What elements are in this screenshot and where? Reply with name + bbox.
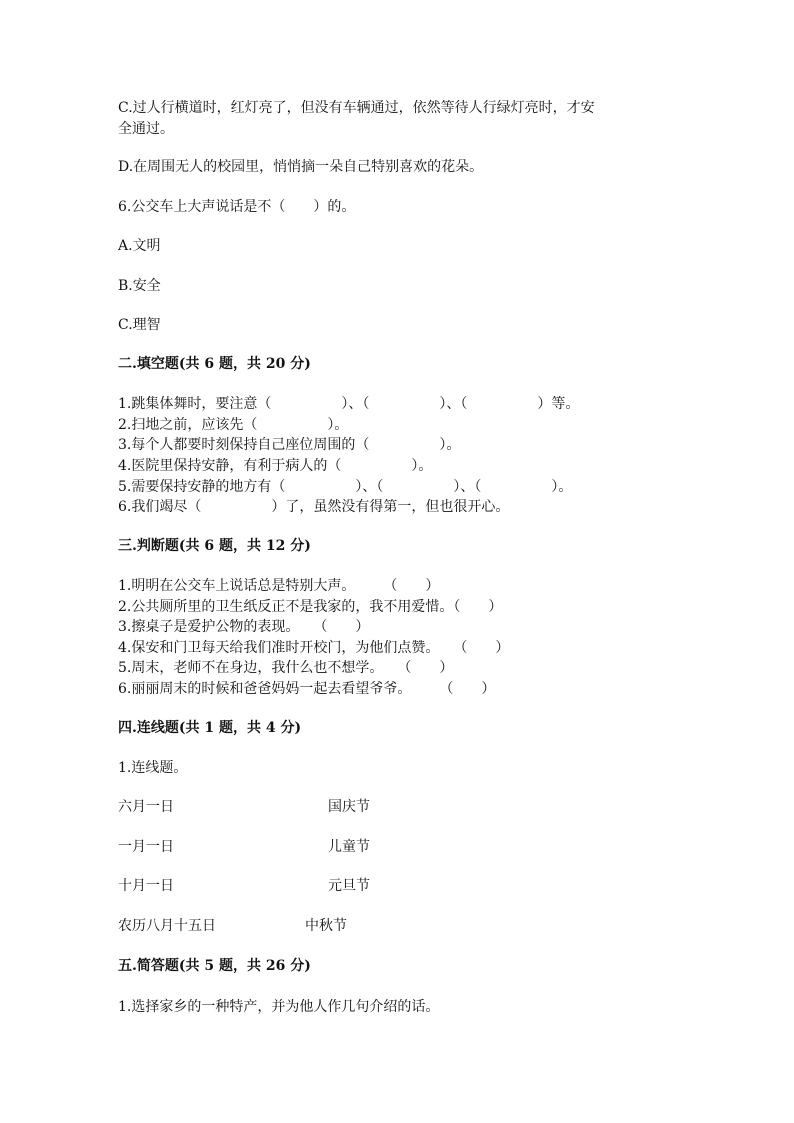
fill-item-2: 2.扫地之前，应该先（ ）。	[118, 417, 349, 433]
matching-left-4: 农历八月十五日	[118, 918, 216, 934]
fill-item-4: 4.医院里保持安静，有利于病人的（ ）。	[118, 458, 433, 474]
matching-right-4: 中秋节	[305, 918, 347, 934]
q6-option-c: C.理智	[118, 317, 161, 333]
q5-option-c-line1: C.过人行横道时，红灯亮了，但没有车辆通过，依然等待人行绿灯亮时，才安	[118, 100, 595, 116]
fill-item-1: 1.跳集体舞时，要注意（ ）、（ ）、（ ）等。	[118, 396, 580, 412]
q6-stem: 6.公交车上大声说话是不（ ）的。	[118, 199, 356, 215]
matching-right-2: 儿童节	[328, 839, 370, 855]
q5-option-d: D.在周围无人的校园里，悄悄摘一朵自己特别喜欢的花朵。	[118, 159, 484, 175]
matching-left-1: 六月一日	[118, 799, 174, 815]
q5-option-c-line2: 全通过。	[118, 121, 174, 137]
short-answer-1: 1.选择家乡的一种特产，并为他人作几句介绍的话。	[118, 999, 440, 1015]
section4-title: 四.连线题(共 1 题，共 4 分)	[118, 720, 302, 736]
judge-item-6: 6.丽丽周末的时候和爸爸妈妈一起去看望爷爷。 （ ）	[118, 681, 496, 697]
section2-title: 二.填空题(共 6 题，共 20 分)	[118, 356, 311, 372]
judge-item-2: 2.公共厕所里的卫生纸反正不是我家的，我不用爱惜。（ ）	[118, 599, 503, 615]
judge-item-5: 5.周末，老师不在身边，我什么也不想学。 （ ）	[118, 660, 454, 676]
fill-item-6: 6.我们竭尽（ ）了，虽然没有得第一，但也很开心。	[118, 499, 510, 515]
q6-option-b: B.安全	[118, 278, 161, 294]
judge-item-1: 1.明明在公交车上说话总是特别大声。 （ ）	[118, 578, 440, 594]
section3-title: 三.判断题(共 6 题，共 12 分)	[118, 538, 311, 554]
section5-title: 五.简答题(共 5 题，共 26 分)	[118, 958, 311, 974]
matching-left-2: 一月一日	[118, 839, 174, 855]
judge-item-3: 3.擦桌子是爱护公物的表现。 （ ）	[118, 619, 370, 635]
matching-right-1: 国庆节	[328, 799, 370, 815]
matching-left-3: 十月一日	[118, 878, 174, 894]
matching-right-3: 元旦节	[328, 878, 370, 894]
judge-item-4: 4.保安和门卫每天给我们准时开校门，为他们点赞。 （ ）	[118, 640, 510, 656]
fill-item-3: 3.每个人都要时刻保持自己座位周围的（ ）。	[118, 437, 461, 453]
fill-item-5: 5.需要保持安静的地方有（ ）、（ ）、（ ）。	[118, 479, 573, 495]
matching-stem: 1.连线题。	[118, 760, 188, 776]
q6-option-a: A.文明	[118, 238, 161, 254]
